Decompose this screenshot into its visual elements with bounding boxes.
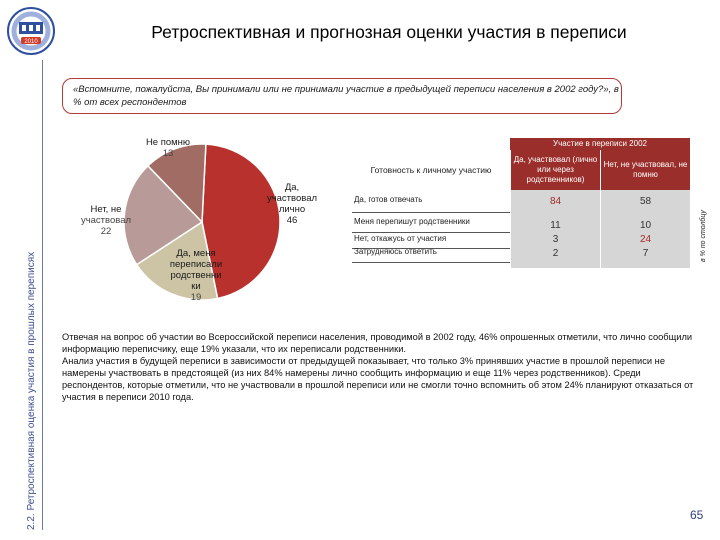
slice-label-personal-2: участвовал — [266, 193, 318, 204]
column-header-participated: Да, участвовал (лично или через родственников) — [511, 150, 600, 190]
slice-label-relatives-3: родственни — [170, 270, 222, 281]
slice-label-notparticipated-2: участвовал — [80, 215, 132, 226]
table-cell: 24 — [639, 234, 652, 245]
row-label: Затрудняюсь ответить — [354, 247, 437, 256]
commentary-paragraph-1: Отвечая на вопрос об участии во Всероссийской переписи населения, проводимой в 2002 году, 46% опрошенных отметили, что лично сообщили информацию переписчику, еще 19% указали, что их переписали родственники. — [62, 332, 693, 354]
table-row — [352, 244, 690, 260]
row-label: Да, готов отвечать — [354, 195, 423, 204]
row-divider — [352, 262, 510, 263]
participation-pie-chart — [74, 130, 354, 310]
slice-label-personal: Да, — [284, 182, 300, 193]
section-caption: 2.2. Ретроспективная оценка участия в прошлых переписях — [26, 251, 37, 530]
table-cell: 84 — [549, 196, 562, 207]
row-header: Готовность к личному участию — [370, 165, 492, 175]
slice-value-notparticipated: 22 — [100, 226, 112, 237]
row-divider — [352, 212, 510, 213]
table-cell: 7 — [642, 248, 649, 259]
slice-label-dontremember: Не помню — [145, 137, 191, 148]
slice-label-personal-3: лично — [278, 204, 306, 215]
survey-question: «Вспомните, пожалуйста, Вы принимали или не принимали участие в предыдущей переписи населения в 2002 году?», в % от всех респондентов — [62, 78, 622, 114]
table-cell: 58 — [639, 196, 652, 207]
slice-label-notparticipated: Нет, не — [90, 204, 122, 215]
table-cell: 2 — [552, 248, 559, 259]
slice-label-relatives-4: ки — [191, 281, 201, 292]
slice-value-personal: 46 — [286, 215, 298, 226]
row-label: Меня перепишут родственники — [354, 217, 470, 226]
slice-label-relatives-2: переписали — [169, 259, 223, 270]
slice-value-relatives: 19 — [190, 292, 202, 303]
table-cell: 11 — [550, 220, 561, 231]
commentary-text — [62, 331, 702, 403]
table-header-band: Участие в переписи 2002 — [510, 138, 690, 150]
row-label: Нет, откажусь от участия — [354, 234, 447, 243]
table-axis-note: в % по столбцу — [700, 210, 707, 262]
slice-value-dontremember: 13 — [162, 148, 174, 159]
side-divider — [42, 60, 43, 530]
slice-label-relatives: Да, меня — [176, 248, 216, 259]
commentary-paragraph-2: Анализ участия в будущей переписи в зависимости от предыдущей показывает, что только 3% принявших участие в прошлой переписи не намерены участвовать в предстоящей (из них 84% намерены лично сообщить информацию и еще 11% через родственников). Среди респондентов, которые отметили, что не участвовали в прошлой переписи или не смогли точно вспомнить об этом 24% планируют отказаться от участия в переписи 2010 года. — [62, 356, 694, 402]
table-row — [352, 194, 690, 210]
page-title: Ретроспективная и прогнозная оценки участия в переписи — [151, 22, 627, 42]
page-number: 65 — [690, 508, 704, 522]
table-cell: 3 — [552, 234, 559, 245]
logo-year: 2010 — [24, 39, 38, 45]
table-cell: 10 — [639, 220, 652, 231]
column-header-not-participated: Нет, не участвовал, не помню — [601, 150, 690, 190]
